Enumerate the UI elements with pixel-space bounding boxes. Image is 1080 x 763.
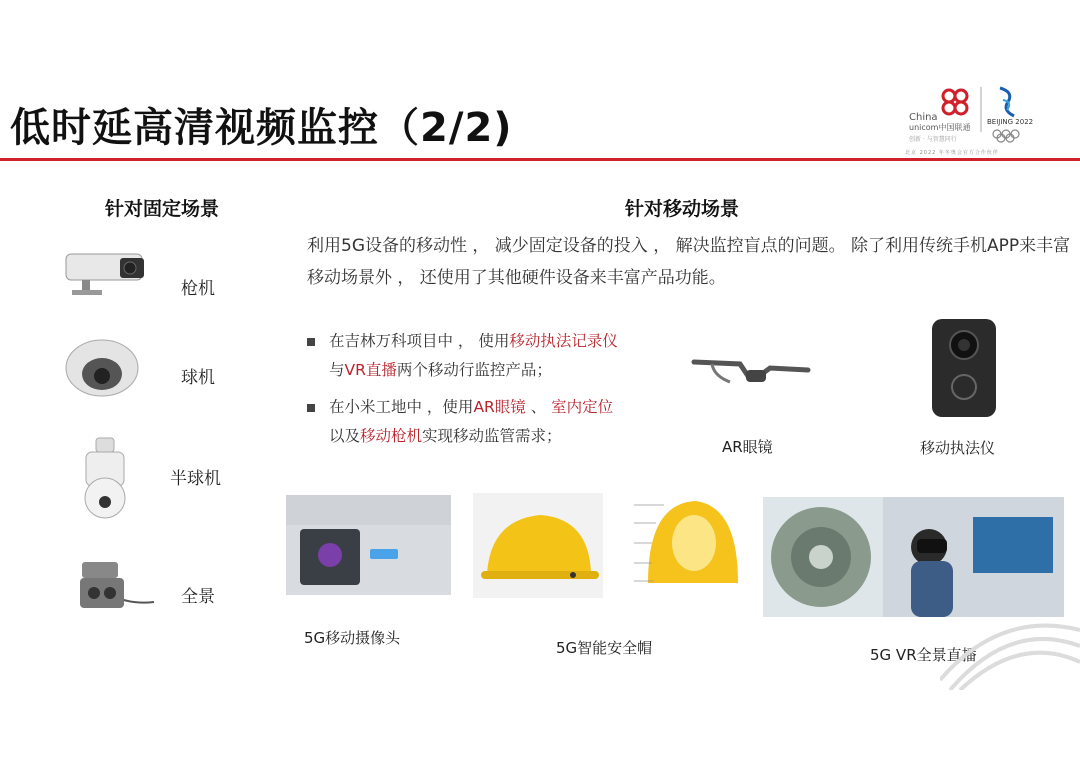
camera-label-ptz: 半球机 bbox=[170, 469, 221, 489]
camera-label-dome: 球机 bbox=[181, 368, 215, 388]
page-title: 低时延高清视频监控（2/2) bbox=[10, 105, 513, 151]
ptz-camera-image bbox=[80, 436, 130, 526]
body-recorder-image bbox=[928, 315, 1000, 425]
fixed-scene-heading: 针对固定场景 bbox=[105, 198, 220, 220]
bullet-item-vanke: 在吉林万科项目中 ， 使用移动执法记录仪 与VR直播两个移动行监控产品； bbox=[307, 327, 687, 385]
unicom-line2: unicom中国联通 bbox=[909, 123, 971, 132]
helmet-diagram bbox=[604, 493, 751, 598]
bullet-camera-image bbox=[62, 248, 152, 302]
helmet-caption: 5G智能安全帽 bbox=[556, 639, 653, 657]
bullet-item-xiaomi: 在小米工地中 ，使用AR眼镜 、 室内定位 以及移动枪机实现移动监管需求； bbox=[307, 393, 687, 451]
panoramic-camera-image bbox=[76, 558, 158, 622]
camera-label-gun: 枪机 bbox=[181, 279, 215, 299]
mobile-camera-photo bbox=[286, 495, 451, 595]
mobile-scene-heading: 针对移动场景 bbox=[625, 198, 740, 220]
ar-glasses-label: AR眼镜 bbox=[722, 438, 773, 456]
partner-line: 北京 2022 年冬奥会官方合作伙伴 bbox=[905, 150, 999, 156]
square-bullet-icon bbox=[307, 338, 315, 346]
logo-area bbox=[905, 82, 1055, 158]
ar-glasses-image bbox=[690, 350, 815, 399]
camera-label-panorama: 全景 bbox=[181, 587, 215, 607]
mobile-scene-description: 利用5G设备的移动性 ， 减少固定设备的投入 ， 解决监控盲点的问题。 除了利用传统手机APP来丰富移动场景外 ， 还使用了其他硬件设备来丰富产品功能。 bbox=[307, 236, 1071, 288]
square-bullet-icon bbox=[307, 404, 315, 412]
unicom-line1: China bbox=[909, 112, 938, 123]
title-divider bbox=[0, 158, 1080, 161]
beijing-2022-text: BEIJING 2022 bbox=[987, 118, 1034, 126]
dome-camera-image bbox=[62, 330, 142, 404]
camera5g-caption: 5G移动摄像头 bbox=[304, 629, 401, 647]
vr-panorama-photo bbox=[763, 497, 883, 617]
vr-caption: 5G VR全景直播 bbox=[870, 646, 977, 664]
helmet-photo bbox=[473, 493, 603, 598]
unicom-slogan: 创新 · 与智慧同行 bbox=[909, 136, 957, 143]
decorative-ribbon bbox=[940, 590, 1080, 694]
recorder-label: 移动执法仪 bbox=[920, 439, 996, 457]
